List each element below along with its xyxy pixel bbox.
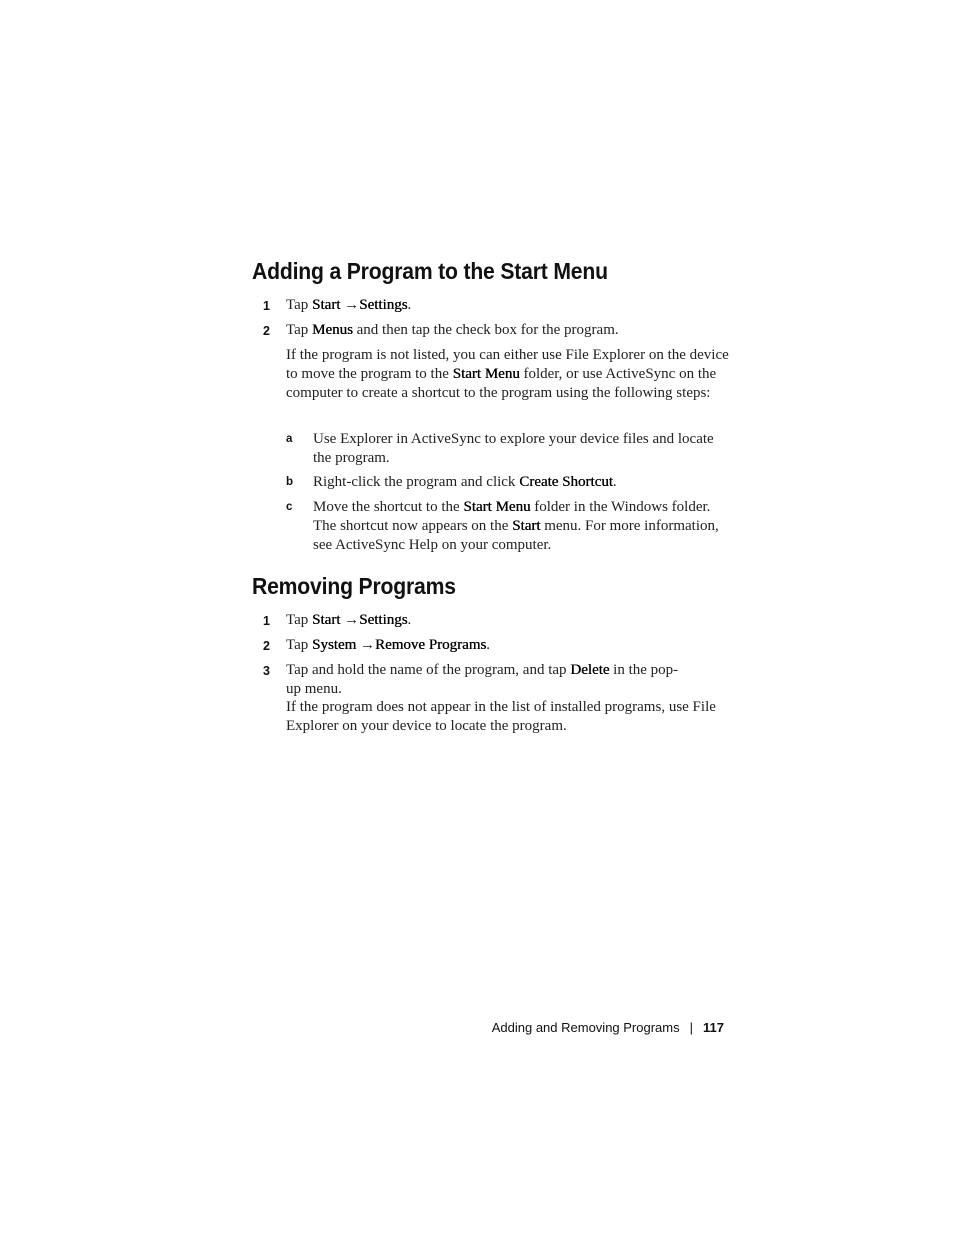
page-footer xyxy=(492,1020,724,1035)
paragraph: If the program is not listed, you can either use File Explorer on the device to move the program to the Start Menu folder, or use ActiveSync on the computer to create a shortcut to the program using the following steps: xyxy=(286,347,729,401)
step-number: 2 xyxy=(263,639,270,653)
step-number: 1 xyxy=(263,299,270,313)
footer-separator: | xyxy=(689,1020,694,1035)
step-number: 3 xyxy=(263,664,270,678)
step-number: 1 xyxy=(263,614,270,628)
substep-text: Right-click the program and click Create Shortcut. xyxy=(313,474,617,490)
substep-text: Use Explorer in ActiveSync to explore your device files and locate the program. xyxy=(313,431,714,466)
step-text: Tap Start →Settings. xyxy=(286,297,412,313)
step-text: Tap and hold the name of the program, and tap Delete in the pop-up menu. xyxy=(286,662,679,697)
menu-path-menus: Menus xyxy=(312,322,353,338)
menu-path-start: Start xyxy=(312,297,341,313)
page-number: 117 xyxy=(703,1020,724,1035)
section-heading-adding-program: Adding a Program to the Start Menu xyxy=(252,258,608,284)
footer-title: Adding and Removing Programs xyxy=(491,1020,680,1035)
step-text: Tap Start →Settings. xyxy=(286,612,412,628)
substep-letter: c xyxy=(286,501,293,513)
step-note: If the program does not appear in the list of installed programs, use File Explorer on your device to locate the program. xyxy=(286,699,716,734)
substep-letter: b xyxy=(286,476,294,488)
section-heading-removing-programs: Removing Programs xyxy=(252,573,456,599)
arrow-icon: → xyxy=(356,637,375,653)
menu-path-settings: Settings xyxy=(359,297,408,313)
substep-text: Move the shortcut to the Start Menu folder in the Windows folder. The shortcut now appears on the Start menu. For more information, see ActiveSync Help on your computer. xyxy=(313,499,719,553)
arrow-icon: → xyxy=(340,297,360,313)
step-number: 2 xyxy=(263,324,270,338)
arrow-icon: → xyxy=(340,612,360,628)
step-text: Tap System →Remove Programs. xyxy=(286,637,490,653)
substep-letter: a xyxy=(286,433,293,445)
step-text: Tap Menus and then tap the check box for the program. xyxy=(286,322,619,338)
